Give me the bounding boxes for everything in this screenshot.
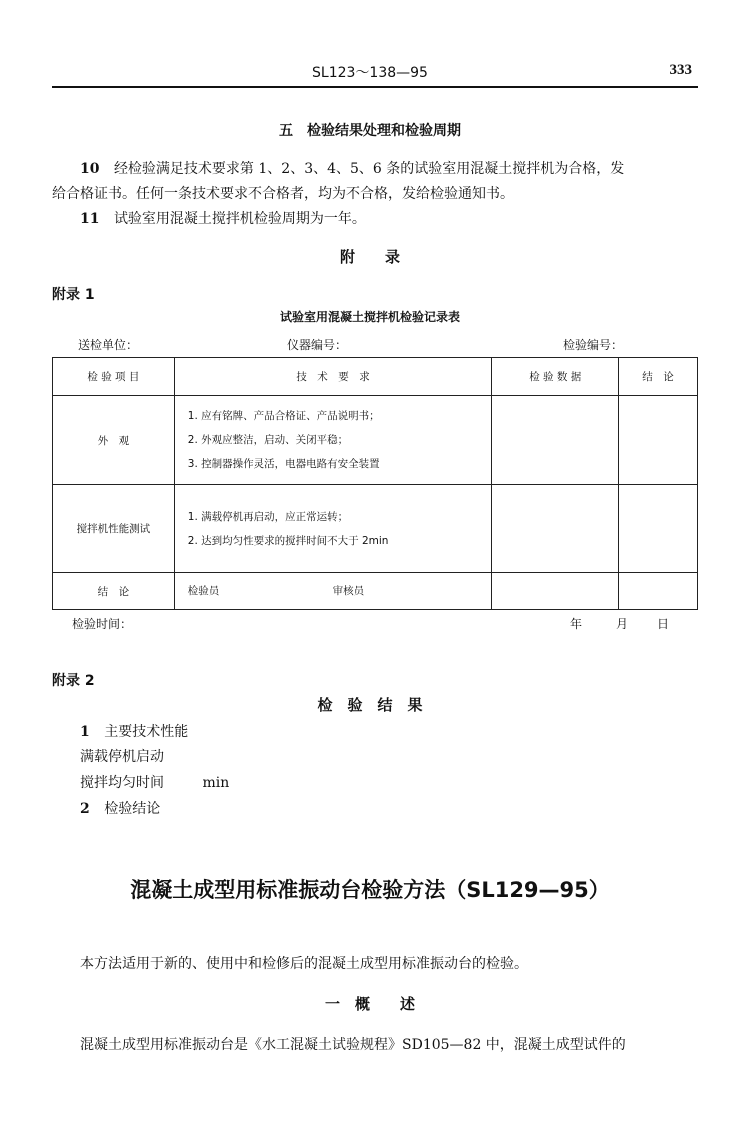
row-item-appearance: 外 观 — [53, 396, 175, 485]
col-header-item: 检 验 项 目 — [53, 358, 175, 396]
section5-title: 五 检验结果处理和检验周期 — [279, 123, 461, 139]
table-row-conclusion — [53, 573, 698, 610]
scope-statement: 本方法适用于新的、使用中和检修后的混凝土成型用标准振动台的检验。 — [80, 956, 528, 972]
row-data-cell — [492, 396, 619, 485]
clause-10-text: 经检验满足技术要求第 1、2、3、4、5、6 条的试验室用混凝土搅拌机为合格，发 — [113, 161, 625, 177]
date-day: 日 — [657, 617, 670, 631]
mixing-time-unit: min — [202, 775, 230, 791]
signatures-cell — [174, 573, 492, 610]
inspector-label: 检验员 — [187, 585, 220, 597]
row-conclusion-cell — [619, 396, 698, 485]
results-item-1 — [80, 721, 188, 741]
item-1-text: 主要技术性能 — [104, 724, 189, 740]
appendix1-label: 附录 1 — [52, 287, 95, 303]
unit-label: 送检单位： — [78, 338, 139, 352]
next-standard-title: 混凝土成型用标准振动台检验方法（SL129—95） — [130, 878, 610, 902]
clause-10-line2: 给合格证书。任何一条技术要求不合格者，均为不合格，发给检验通知书。 — [52, 186, 514, 202]
full-load-restart-line: 满载停机启动 — [80, 749, 164, 765]
table-row-performance — [53, 485, 698, 573]
col-header-requirements: 技 术 要 求 — [174, 358, 492, 396]
results-title: 检 验 结 果 — [317, 696, 423, 714]
clause-10-line1 — [80, 158, 624, 178]
instrument-no-label: 仪器编号： — [287, 338, 348, 352]
table-header-row — [53, 358, 698, 396]
requirement-line: 2. 外观应整洁，启动、关闭平稳； — [187, 434, 349, 446]
overview-section-title: 一 概 述 — [324, 995, 415, 1013]
date-month: 月 — [616, 617, 629, 631]
requirement-line: 1. 应有铭牌、产品合格证、产品说明书； — [187, 410, 380, 422]
col-header-data: 检 验 数 据 — [492, 358, 619, 396]
clause-11-text: 试验室用混凝土搅拌机检验周期为一年。 — [113, 211, 366, 227]
col-header-conclusion: 结 论 — [619, 358, 698, 396]
mixing-time-label: 搅拌均匀时间 — [80, 775, 164, 791]
clause-11 — [80, 208, 366, 228]
row-conclusion-cell — [619, 485, 698, 573]
inspection-record-table — [52, 357, 698, 610]
item-1-number: 1 — [80, 724, 90, 740]
requirement-line: 3. 控制器操作灵活，电器电路有安全装置 — [187, 458, 380, 470]
inspection-time-label: 检验时间： — [72, 617, 133, 631]
clause-10-number: 10 — [80, 161, 100, 177]
row-requirements-performance — [174, 485, 492, 573]
clause-11-number: 11 — [80, 211, 100, 227]
header-standard-code: SL123～138—95 — [312, 65, 428, 81]
item-2-text: 检验结论 — [104, 801, 161, 817]
row-requirements-appearance — [174, 396, 492, 485]
inspection-no-label: 检验编号： — [563, 338, 624, 352]
date-year: 年 — [570, 617, 583, 631]
row-conclusion-cell — [619, 573, 698, 610]
row-data-cell — [492, 573, 619, 610]
overview-text: 混凝土成型用标准振动台是《水工混凝土试验规程》SD105—82 中，混凝土成型试件的 — [80, 1037, 626, 1053]
mixing-time-line — [80, 772, 229, 792]
row-item-performance: 搅拌机性能测试 — [53, 485, 175, 573]
results-item-2 — [80, 798, 160, 818]
appendix-heading: 附 录 — [339, 248, 400, 266]
header-rule — [52, 86, 698, 88]
row-data-cell — [492, 485, 619, 573]
page-number: 333 — [669, 62, 692, 78]
appendix2-label: 附录 2 — [52, 673, 95, 689]
table-row-appearance — [53, 396, 698, 485]
requirement-line: 2. 达到均匀性要求的搅拌时间不大于 2min — [187, 534, 389, 547]
reviewer-label: 审核员 — [332, 585, 365, 597]
item-2-number: 2 — [80, 801, 90, 817]
row-item-conclusion: 结 论 — [53, 573, 175, 610]
record-table-title: 试验室用混凝土搅拌机检验记录表 — [279, 310, 460, 324]
requirement-line: 1. 满载停机再启动，应正常运转； — [187, 510, 349, 523]
